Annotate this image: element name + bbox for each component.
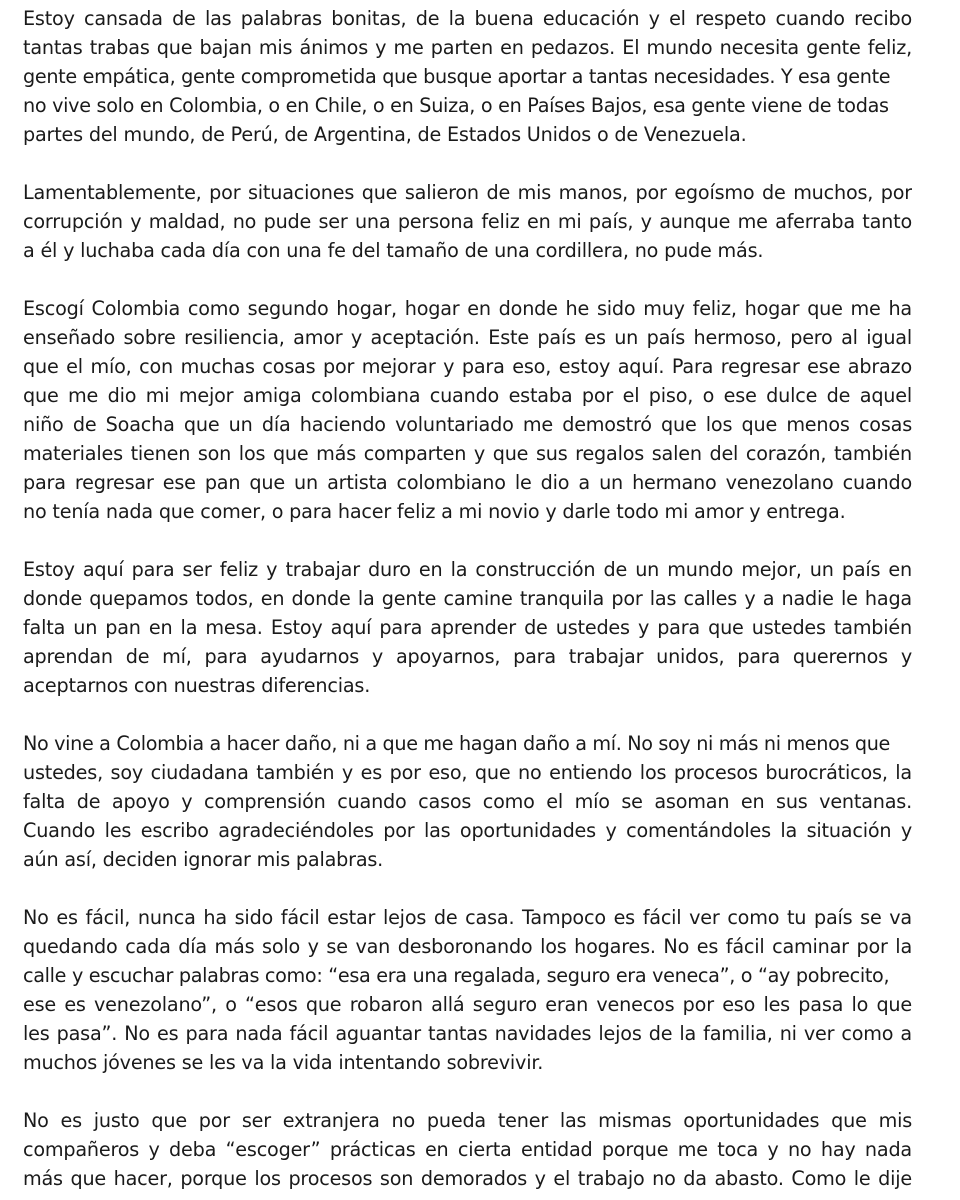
paragraph [23, 555, 912, 700]
text-line: materiales tienen son los que más comparten y que sus regalos salen del corazón, también [23, 442, 912, 465]
text-line: Cuando les escribo agradeciéndoles por las oportunidades y comentándoles la situación y [23, 819, 912, 842]
paragraph-gap [23, 265, 912, 294]
text-line: ustedes, soy ciudadana también y es por eso, que no entiendo los procesos burocráticos, la [23, 761, 912, 784]
text-line: falta un pan en la mesa. Estoy aquí para aprender de ustedes y para que ustedes también [23, 616, 912, 639]
text-line: Escogí Colombia como segundo hogar, hogar en donde he sido muy feliz, hogar que me ha [23, 297, 912, 320]
text-line: gente empática, gente comprometida que busque aportar a tantas necesidades. Y esa gente [23, 65, 891, 88]
document-body [23, 0, 912, 1193]
text-line: para regresar ese pan que un artista colombiano le dio a un hermano venezolano cuando [23, 471, 912, 494]
text-line: No es justo que por ser extranjera no pueda tener las mismas oportunidades que mis [23, 1109, 912, 1132]
paragraph [23, 178, 912, 265]
text-line: corrupción y maldad, no pude ser una persona feliz en mi país, y aunque me aferraba tanto [23, 210, 912, 233]
paragraph-gap [23, 700, 912, 729]
text-line: ese es venezolano”, o “esos que robaron allá seguro eran venecos por eso les pasa lo que [23, 993, 912, 1016]
paragraph-gap [23, 874, 912, 903]
text-line: más que hacer, porque los procesos son demorados y el trabajo no da abasto. Como le dije [23, 1167, 912, 1190]
text-line: a él y luchaba cada día con una fe del tamaño de una cordillera, no pude más. [23, 239, 764, 262]
paragraph [23, 729, 912, 874]
text-line: calle y escuchar palabras como: “esa era una regalada, seguro era veneca”, o “ay pobrecito, [23, 964, 890, 987]
paragraph-gap [23, 149, 912, 178]
text-line: no tenía nada que comer, o para hacer feliz a mi novio y darle todo mi amor y entrega. [23, 500, 846, 523]
paragraph [23, 903, 912, 1077]
text-line: Estoy cansada de las palabras bonitas, de la buena educación y el respeto cuando recibo [23, 7, 912, 30]
paragraph-gap [23, 1077, 912, 1106]
text-line: les pasa”. No es para nada fácil aguantar tantas navidades lejos de la familia, ni ver como a [23, 1022, 912, 1045]
text-line: enseñado sobre resiliencia, amor y aceptación. Este país es un país hermoso, pero al igual [23, 326, 912, 349]
text-line: No es fácil, nunca ha sido fácil estar lejos de casa. Tampoco es fácil ver como tu país se va [23, 906, 912, 929]
document-page [23, 0, 912, 1200]
text-line: muchos jóvenes se les va la vida intentando sobrevivir. [23, 1051, 544, 1074]
text-line: no vive solo en Colombia, o en Chile, o en Suiza, o en Países Bajos, esa gente viene de todas [23, 94, 889, 117]
text-line: niño de Soacha que un día haciendo voluntariado me demostró que los que menos cosas [23, 413, 912, 436]
text-line: aprendan de mí, para ayudarnos y apoyarnos, para trabajar unidos, para querernos y [23, 645, 912, 668]
paragraph [23, 294, 912, 526]
text-line: aún así, deciden ignorar mis palabras. [23, 848, 384, 871]
text-line: que me dio mi mejor amiga colombiana cuando estaba por el piso, o ese dulce de aquel [23, 384, 912, 407]
text-line: que el mío, con muchas cosas por mejorar y para eso, estoy aquí. Para regresar ese abrazo [23, 355, 912, 378]
text-line: partes del mundo, de Perú, de Argentina, de Estados Unidos o de Venezuela. [23, 123, 747, 146]
text-line: donde quepamos todos, en donde la gente camine tranquila por las calles y a nadie le haga [23, 587, 912, 610]
text-line: aceptarnos con nuestras diferencias. [23, 674, 371, 697]
text-line: Lamentablemente, por situaciones que salieron de mis manos, por egoísmo de muchos, por [23, 181, 912, 204]
paragraph [23, 4, 912, 149]
text-line: tantas trabas que bajan mis ánimos y me parten en pedazos. El mundo necesita gente feliz, [23, 36, 912, 59]
text-line: falta de apoyo y comprensión cuando casos como el mío se asoman en sus ventanas. [23, 790, 912, 813]
text-line: Estoy aquí para ser feliz y trabajar duro en la construcción de un mundo mejor, un país en [23, 558, 912, 581]
text-line: compañeros y deba “escoger” prácticas en cierta entidad porque me toca y no hay nada [23, 1138, 912, 1161]
paragraph [23, 1106, 912, 1193]
text-line: quedando cada día más solo y se van desboronando los hogares. No es fácil caminar por la [23, 935, 912, 958]
text-line: No vine a Colombia a hacer daño, ni a que me hagan daño a mí. No soy ni más ni menos que [23, 732, 890, 755]
paragraph-gap [23, 526, 912, 555]
